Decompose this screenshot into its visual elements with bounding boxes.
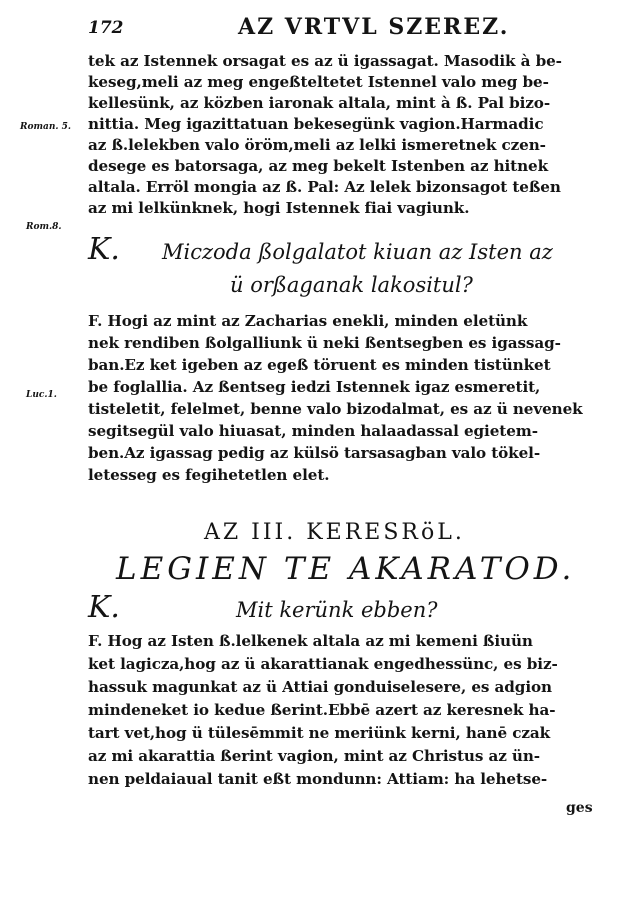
text-line: az mi lelkünknek, hogi Istennek fiai vagiunk. bbox=[88, 199, 470, 217]
running-title: AZ VRTVL SZEREZ. bbox=[238, 14, 510, 40]
text-line: desege es batorsaga, az meg bekelt Istenben az hitnek bbox=[88, 157, 549, 175]
question-text: Miczoda ßolgalatot kiuan az Isten az bbox=[162, 240, 553, 264]
section-title: LEGIEN TE AKARATOD. bbox=[116, 551, 576, 587]
text-line: be foglallia. Az ßentseg iedzi Istennek igaz esmeretit, bbox=[88, 378, 541, 396]
text-line: keseg,meli az meg engeßteltetet Istennel valo meg be- bbox=[88, 73, 549, 91]
text-line: tisteletit, felelmet, benne valo bizodalmat, es az ü nevenek bbox=[88, 400, 583, 418]
text-line: nittia. Meg igazittatuan bekesegünk vagion.Harmadic bbox=[88, 115, 544, 133]
text-line: ben.Az igassag pedig az külsö tarsasagban valo tökel- bbox=[88, 444, 541, 462]
page-number: 172 bbox=[88, 18, 124, 38]
text-line: ket lagicza,hog az ü akarattianak engedhessünc, es biz- bbox=[88, 655, 558, 673]
text-line: kellesünk, az közben iaronak altala, mint à ß. Pal bizo- bbox=[88, 94, 551, 112]
text-line: F. Hog az Isten ß.lelkenek altala az mi kemeni ßiuün bbox=[88, 632, 533, 650]
text-line: az ß.lelekben valo öröm,meli az lelki ismeretnek czen- bbox=[88, 136, 546, 154]
question-text: ü orßaganak lakositul? bbox=[230, 273, 473, 297]
margin-note: Roman. 5. bbox=[20, 122, 72, 132]
text-line: nen peldaiaual tanit eßt mondunn: Attiam: ha lehetse- bbox=[88, 770, 548, 788]
text-line: altala. Erröl mongia az ß. Pal: Az lelek bizonsagot teßen bbox=[88, 178, 561, 196]
text-line: F. Hogi az mint az Zacharias enekli, minden eletünk bbox=[88, 312, 528, 330]
text-line: mindeneket io kedue ßerint.Ebbē azert az keresnek ha- bbox=[88, 701, 556, 719]
text-line: tart vet,hog ü tülesēmmit ne meriünk kerni, hanē czak bbox=[88, 724, 551, 742]
question-label: K. bbox=[88, 590, 120, 625]
text-line: ban.Ez ket igeben az egeß töruent es minden tistünket bbox=[88, 356, 551, 374]
question-text: Mit kerünk ebben? bbox=[236, 598, 438, 622]
text-line: segitsegül valo hiuasat, minden halaadassal egietem- bbox=[88, 422, 538, 440]
text-line: az mi akarattia ßerint vagion, mint az Christus az ün- bbox=[88, 747, 540, 765]
question-label: K. bbox=[88, 232, 120, 267]
margin-note: Luc.1. bbox=[26, 390, 57, 400]
text-line: letesseg es fegihetetlen elet. bbox=[88, 466, 330, 484]
section-heading: AZ III. KERESRöL. bbox=[204, 520, 465, 545]
margin-note: Rom.8. bbox=[26, 222, 62, 232]
catchword: ges bbox=[566, 800, 593, 816]
text-line: tek az Istennek orsagat es az ü igassagat. Masodik à be- bbox=[88, 52, 562, 70]
text-line: hassuk magunkat az ü Attiai gonduiselesere, es adgion bbox=[88, 678, 552, 696]
text-line: nek rendiben ßolgalliunk ü neki ßentsegben es igassag- bbox=[88, 334, 561, 352]
